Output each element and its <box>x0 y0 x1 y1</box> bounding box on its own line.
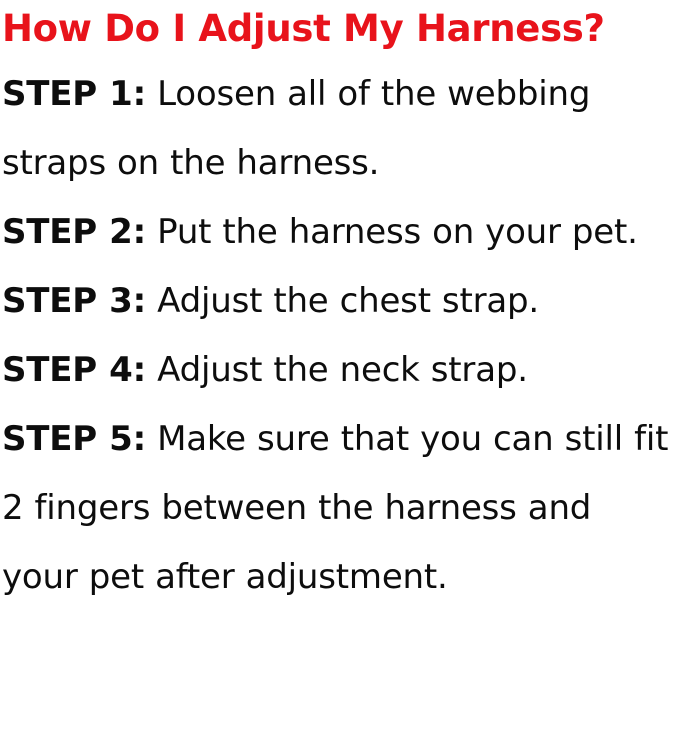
steps-list <box>2 60 675 612</box>
step-text: Make sure that you can still fit 2 fingers between the harness and your pet after adjustment. <box>2 419 669 597</box>
list-item <box>2 60 675 198</box>
step-label: STEP 3: <box>2 281 147 321</box>
step-text: Adjust the neck strap. <box>157 350 528 390</box>
step-label: STEP 4: <box>2 350 147 390</box>
list-item <box>2 405 675 612</box>
step-label: STEP 5: <box>2 419 147 459</box>
page-title: How Do I Adjust My Harness? <box>2 7 605 50</box>
step-text: Loosen all of the webbing straps on the harness. <box>2 74 591 183</box>
list-item <box>2 198 675 267</box>
list-item <box>2 336 675 405</box>
step-text: Adjust the chest strap. <box>157 281 539 321</box>
step-label: STEP 2: <box>2 212 147 252</box>
step-text: Put the harness on your pet. <box>157 212 638 252</box>
list-item <box>2 267 675 336</box>
step-label: STEP 1: <box>2 74 147 114</box>
